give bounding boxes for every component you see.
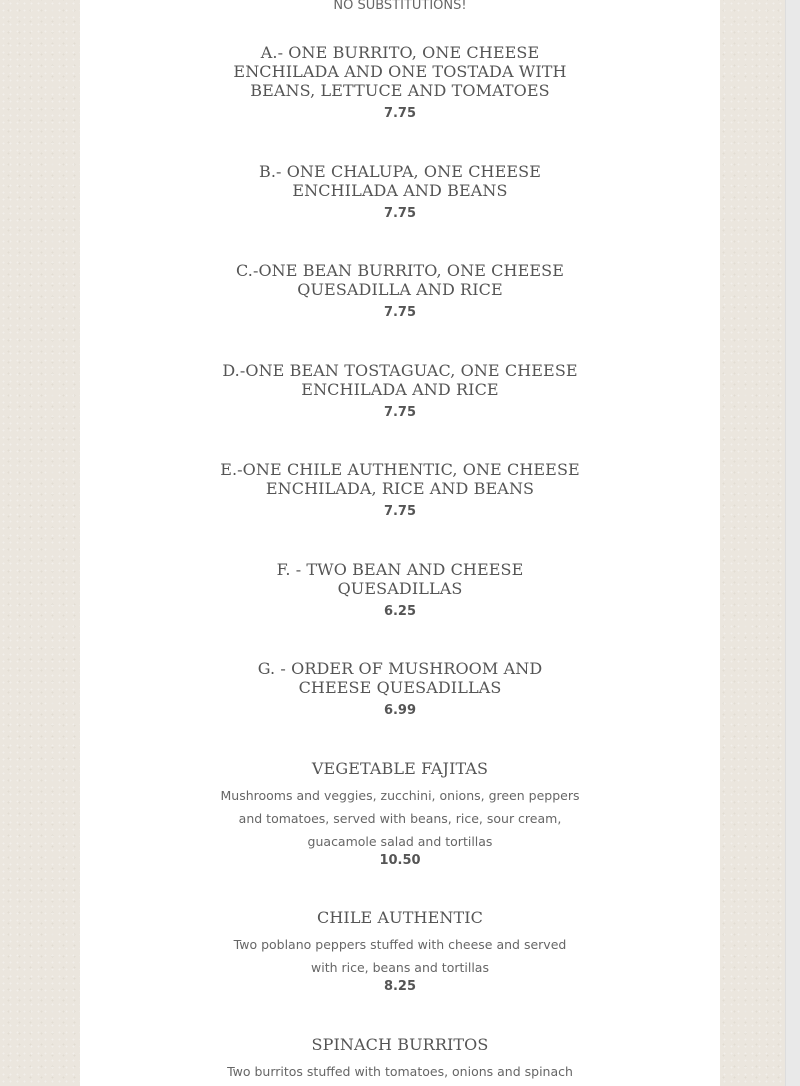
menu-item-price: 6.99 <box>383 703 417 718</box>
menu-item-title: CHILE AUTHENTIC <box>317 908 483 927</box>
menu-item-title: D.-ONE BEAN TOSTAGUAC, ONE CHEESE ENCHILADA AND RICE <box>222 361 578 399</box>
menu-item-description: Mushrooms and veggies, zucchini, onions, green peppers and tomatoes, served with beans, rice, sour cream, guacamole salad and tortillas <box>220 788 580 849</box>
menu-item-title: E.-ONE CHILE AUTHENTIC, ONE CHEESE ENCHILADA, RICE AND BEANS <box>220 460 580 498</box>
menu-item-title: B.- ONE CHALUPA, ONE CHEESE ENCHILADA AND BEANS <box>258 162 541 200</box>
menu-item-price: 10.50 <box>379 853 421 868</box>
menu-item-b <box>220 162 580 222</box>
menu-item-title: C.-ONE BEAN BURRITO, ONE CHEESE QUESADILLA AND RICE <box>236 261 564 299</box>
menu-item-price: 7.75 <box>383 504 417 519</box>
menu-item-description: Two poblano peppers stuffed with cheese and served with rice, beans and tortillas <box>233 937 567 975</box>
menu-item-price: 6.25 <box>383 604 417 619</box>
menu-item-price: 7.75 <box>383 106 417 121</box>
menu-item-chile-authentic <box>220 908 580 995</box>
menu-item-title: G. - ORDER OF MUSHROOM AND CHEESE QUESADILLAS <box>257 659 543 697</box>
menu-item-g <box>220 659 580 719</box>
menu-item-d <box>220 361 580 421</box>
menu-item-price: 7.75 <box>383 206 417 221</box>
menu-item-vegetable-fajitas <box>220 759 580 869</box>
substitution-note: NO SUBSTITUTIONS! <box>333 0 467 13</box>
menu-panel <box>80 0 720 1086</box>
menu-item-c <box>220 261 580 321</box>
menu-item-price: 8.25 <box>383 979 417 994</box>
menu-item-price: 7.75 <box>383 405 417 420</box>
menu-item-spinach-burritos <box>210 1035 590 1083</box>
menu-item-price: 7.75 <box>383 305 417 320</box>
page-scrollbar[interactable] <box>785 0 800 1086</box>
menu-item-title: F. - TWO BEAN AND CHEESE QUESADILLAS <box>276 560 524 598</box>
menu-item-title: A.- ONE BURRITO, ONE CHEESE ENCHILADA AND ONE TOSTADA WITH BEANS, LETTUCE AND TOMATOES <box>233 43 567 100</box>
menu-item-a <box>210 43 590 122</box>
menu-item-title: SPINACH BURRITOS <box>311 1035 489 1054</box>
menu-item-f <box>220 560 580 620</box>
menu-item-title: VEGETABLE FAJITAS <box>311 759 489 778</box>
menu-item-description: Two burritos stuffed with tomatoes, onions and spinach <box>227 1064 573 1079</box>
menu-item-e <box>210 460 590 520</box>
